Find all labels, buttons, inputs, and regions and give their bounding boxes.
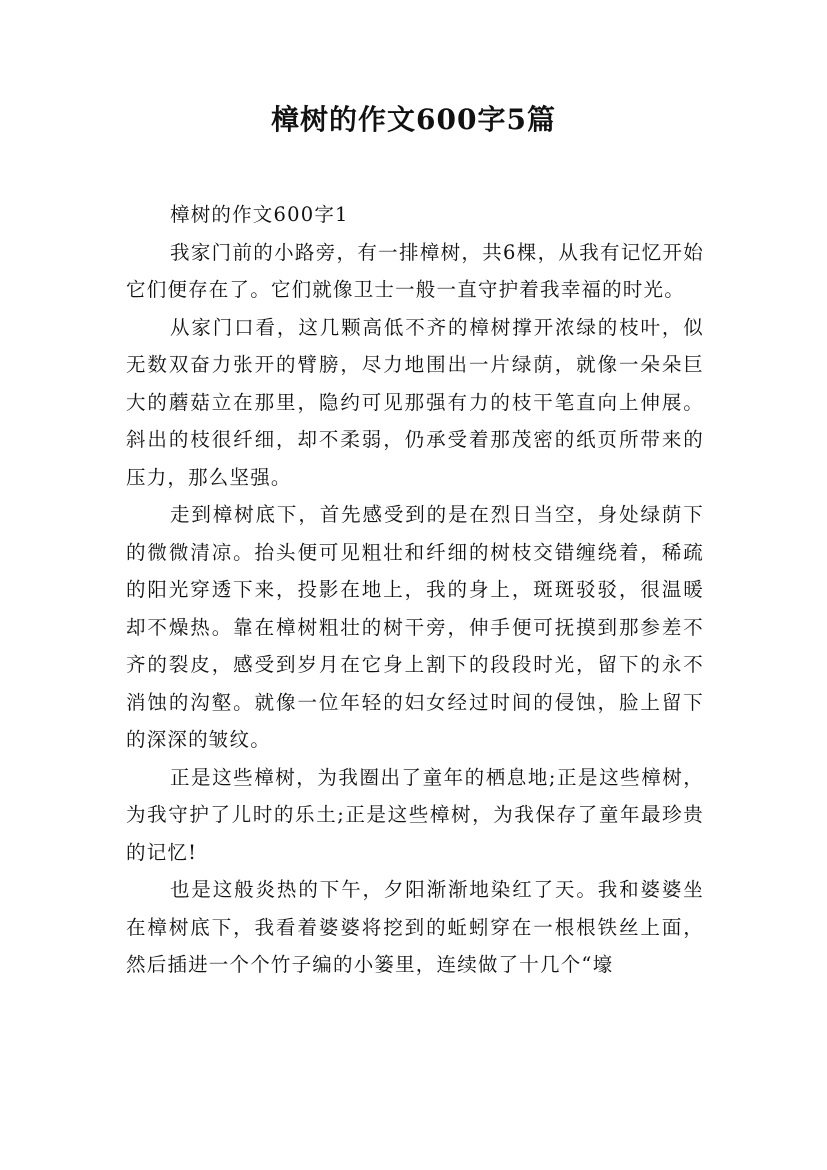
document-body — [126, 196, 704, 984]
paragraph-subtitle: 樟树的作文600字1 — [170, 203, 349, 226]
paragraph: 走到樟树底下，首先感受到的是在烈日当空，身处绿荫下的微微清凉。抬头便可见粗壮和纤细的树枝交错缠绕着，稀疏的阳光穿透下来，投影在地上，我的身上，斑斑驳驳，很温暖却不燥热。靠在樟树粗壮的树干旁，伸手便可抚摸到那参差不齐的裂皮，感受到岁月在它身上割下的段段时光，留下的永不消蚀的沟壑。就像一位年轻的妇女经过时间的侵蚀，脸上留下的深深的皱纹。 — [126, 503, 704, 751]
paragraph: 我家门前的小路旁，有一排樟树，共6棵，从我有记忆开始它们便存在了。它们就像卫士一般一直守护着我幸福的时光。 — [126, 240, 704, 301]
document-title: 樟树的作文600字5篇 — [271, 103, 556, 136]
paragraph: 正是这些樟树，为我圈出了童年的栖息地;正是这些樟树，为我守护了儿时的乐土;正是这些樟树，为我保存了童年最珍贵的记忆! — [126, 765, 704, 864]
paragraph: 也是这般炎热的下午，夕阳渐渐地染红了天。我和婆婆坐在樟树底下，我看着婆婆将挖到的蚯蚓穿在一根根铁丝上面，然后插进一个个竹子编的小篓里，连续做了十几个“壕 — [126, 878, 704, 976]
paragraph: 从家门口看，这几颗高低不齐的樟树撑开浓绿的枝叶，似无数双奋力张开的臂膀，尽力地围出一片绿荫，就像一朵朵巨大的蘑菇立在那里，隐约可见那强有力的枝干笔直向上伸展。斜出的枝很纤细，却不柔弱，仍承受着那茂密的纸页所带来的压力，那么坚强。 — [126, 315, 704, 489]
